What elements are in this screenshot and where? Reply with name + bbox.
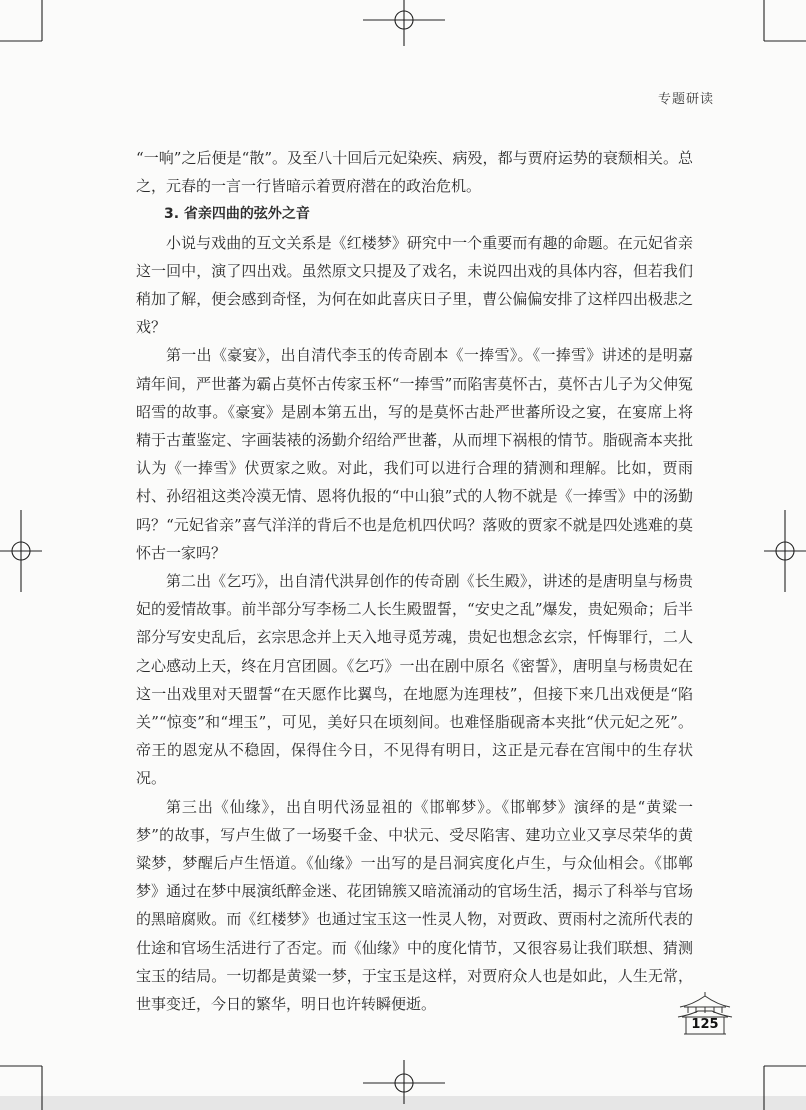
paragraph: 小说与戏曲的互文关系是《红楼梦》研究中一个重要而有趣的命题。在元妃省亲这一回中，演了四出戏。虽然原文只提及了戏名，未说四出戏的具体内容，但若我们稍加了解，便会感到奇怪，为何在如此喜庆日子里，曹公偏偏安排了这样四出极悲之戏？	[136, 233, 693, 337]
body-text	[136, 144, 693, 1018]
page-number-ornament	[676, 990, 734, 1042]
running-head: 专题研读	[657, 92, 714, 107]
pavilion-icon	[676, 990, 734, 1042]
paragraph: 第三出《仙缘》，出自明代汤显祖的《邯郸梦》。《邯郸梦》演绎的是“黄粱一梦”的故事，写卢生做了一场娶千金、中状元、受尽陷害、建功立业又享尽荣华的黄粱梦，梦醒后卢生悟道。《仙缘》一出写的是吕洞宾度化卢生，与众仙相会。《邯郸梦》通过在梦中展演纸醉金迷、花团锦簇又暗流涌动的官场生活，揭示了科举与官场的黑暗腐败。而《红楼梦》也通过宝玉这一性灵人物，对贾政、贾雨村之流所代表的仕途和官场生活进行了否定。而《仙缘》中的度化情节，又很容易让我们联想、猜测宝玉的结局。一切都是黄粱一梦，于宝玉是这样，对贾府众人也是如此，人生无常，世事变迁，今日的繁华，明日也许转瞬便逝。	[136, 797, 693, 1014]
crop-mark-bottom-left	[0, 1066, 42, 1110]
section-subheading: 3. 省亲四曲的弦外之音	[164, 206, 310, 223]
paragraph: 第二出《乞巧》，出自清代洪昇创作的传奇剧《长生殿》，讲述的是唐明皇与杨贵妃的爱情故事。前半部分写李杨二人长生殿盟誓，“安史之乱”爆发，贵妃殒命；后半部分写安史乱后，玄宗思念并上天入地寻觅芳魂，贵妃也想念玄宗，忏悔罪行，二人之心感动上天，终在月宫团圆。《乞巧》一出在剧中原名《密誓》，唐明皇与杨贵妃在这一出戏里对天盟誓“在天愿作比翼鸟，在地愿为连理枝”，但接下来几出戏便是“陷关”“惊变”和“埋玉”，可见，美好只在顷刻间。也难怪脂砚斋本夹批“伏元妃之死”。帝王的恩宠从不稳固，保得住今日，不见得有明日，这正是元春在宫闱中的生存状况。	[136, 572, 693, 788]
registration-mark-top	[363, 0, 445, 46]
registration-mark-right	[764, 510, 806, 592]
paragraph-continued: “一响”之后便是“散”。及至八十回后元妃染疾、病殁，都与贾府运势的衰颓相关。总之，元春的一言一行皆暗示着贾府潜在的政治危机。	[136, 149, 693, 196]
crop-mark-bottom-right	[764, 1066, 806, 1110]
crop-mark-top-right	[764, 0, 806, 41]
crop-mark-top-left	[0, 0, 42, 41]
paragraph: 第一出《豪宴》，出自清代李玉的传奇剧本《一捧雪》。《一捧雪》讲述的是明嘉靖年间，严世蕃为霸占莫怀古传家玉杯“一捧雪”而陷害莫怀古，莫怀古儿子为父伸冤昭雪的故事。《豪宴》是剧本第五出，写的是莫怀古赴严世蕃所设之宴，在宴席上将精于古董鉴定、字画装裱的汤勤介绍给严世蕃，从而埋下祸根的情节。脂砚斋本夹批认为《一捧雪》伏贾家之败。对此，我们可以进行合理的猜测和理解。比如，贾雨村、孙绍祖这类冷漠无情、恩将仇报的“中山狼”式的人物不就是《一捧雪》中的汤勤吗？“元妃省亲”喜气洋洋的背后不也是危机四伏吗？落败的贾家不就是四处逃难的莫怀古一家吗？	[136, 346, 693, 562]
registration-mark-left	[0, 510, 42, 592]
page-number: 125	[691, 1017, 719, 1032]
registration-mark-bottom	[363, 1060, 445, 1104]
